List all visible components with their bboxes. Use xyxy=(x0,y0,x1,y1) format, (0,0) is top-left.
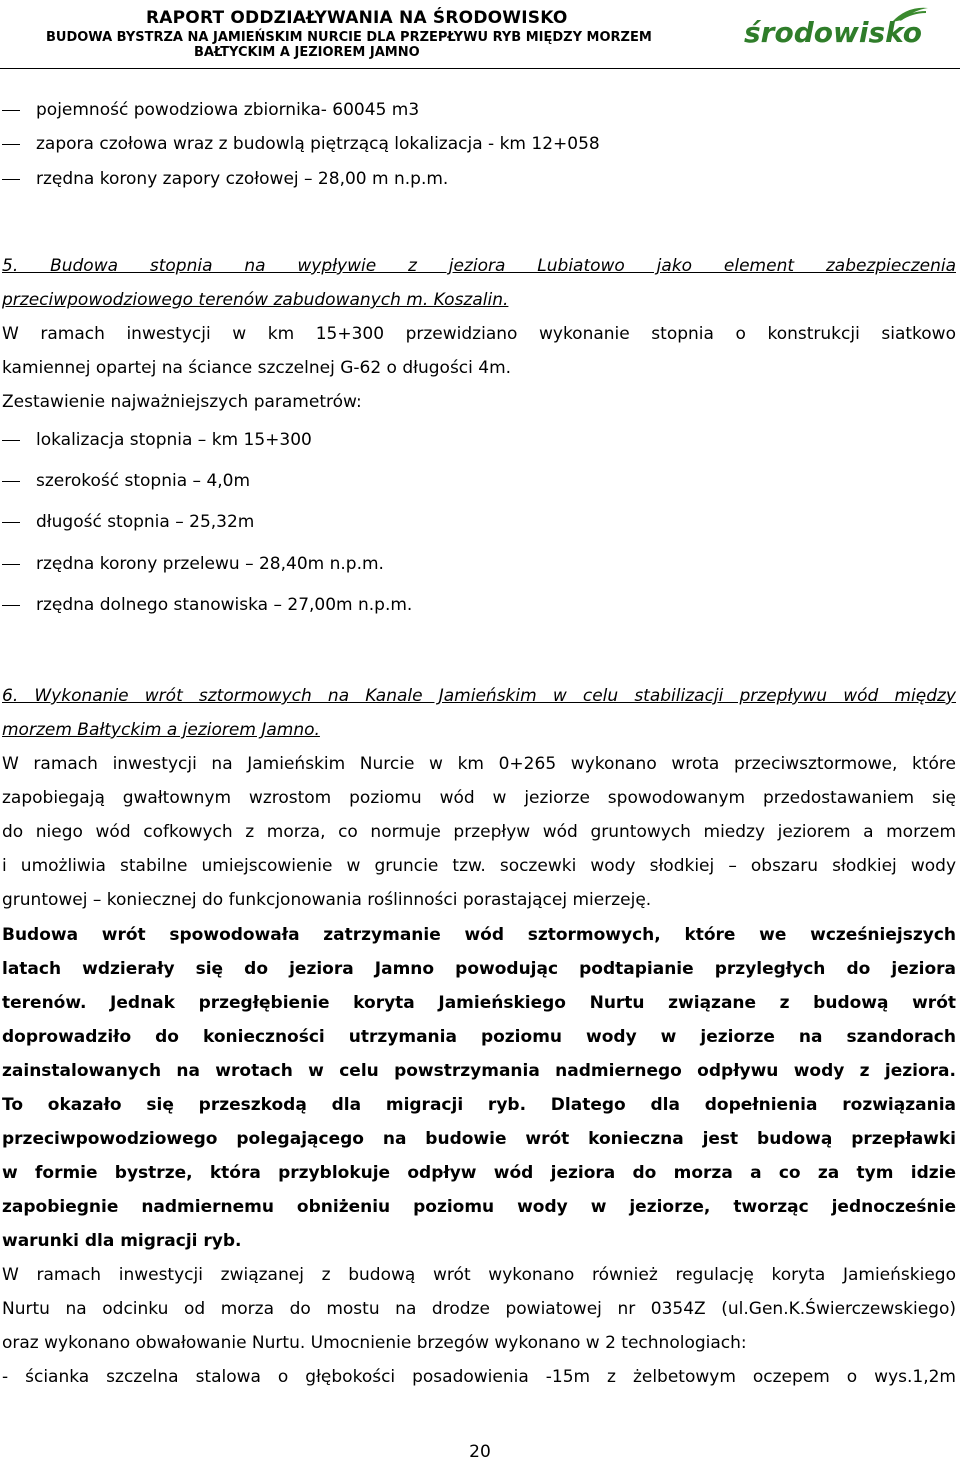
dash-bullet xyxy=(2,522,20,523)
bold-para-line: warunki dla migracji ryb. xyxy=(2,1231,242,1251)
params-intro: Zestawienie najważniejszych parametrów: xyxy=(2,392,362,412)
dash-bullet xyxy=(2,481,20,482)
section6-para2-line: W ramach inwestycji związanej z budową wrót wykonano również regulację koryta Jamieńskiego xyxy=(2,1265,956,1285)
dash-bullet xyxy=(2,564,20,565)
section6-para1-line: do niego wód cofkowych z morza, co normuje przepływ wód gruntowych miedzy jeziorem a morzem xyxy=(2,822,956,842)
page-number: 20 xyxy=(469,1442,491,1462)
bold-para-line: terenów. Jednak przegłębienie koryta Jamieńskiego Nurtu związane z budową wrót xyxy=(2,993,956,1013)
bold-para-line: zainstalowanych na wrotach w celu powstrzymania nadmiernego odpływu wody z jeziora. xyxy=(2,1061,956,1081)
report-subtitle-line2: BAŁTYCKIM A JEZIOREM JAMNO xyxy=(194,45,420,60)
logo-text: środowisko xyxy=(744,16,922,48)
dash-bullet xyxy=(2,110,20,111)
section5-heading-line2: przeciwpowodziowego terenów zabudowanych m. Koszalin. xyxy=(2,290,509,310)
page-header xyxy=(0,0,960,70)
section6-para2-line: oraz wykonano obwałowanie Nurtu. Umocnienie brzegów wykonano w 2 technologiach: xyxy=(2,1333,747,1353)
bold-para-line: To okazało się przeszkodą dla migracji ryb. Dlatego dla dopełnienia rozwiązania xyxy=(2,1095,956,1115)
section6-para2-line: Nurtu na odcinku od morza do mostu na drodze powiatowej nr 0354Z (ul.Gen.K.Świerczewskiego) xyxy=(2,1299,956,1319)
report-subtitle-line1: BUDOWA BYSTRZA NA JAMIEŃSKIM NURCIE DLA PRZEPŁYWU RYB MIĘDZY MORZEM xyxy=(46,30,652,45)
dash-bullet xyxy=(2,179,20,180)
srodowisko-logo xyxy=(742,4,932,48)
section6-para1-line: i umożliwia stabilne umiejscowienie w gruncie tzw. soczewki wody słodkiej – obszaru słodkiej wody xyxy=(2,856,956,876)
section6-heading-line1: 6. Wykonanie wrót sztormowych na Kanale Jamieńskim w celu stabilizacji przepływu wód między xyxy=(2,686,956,706)
bold-para-line: zapobiegnie nadmiernemu obniżeniu poziomu wody w jeziorze, tworząc jednocześnie xyxy=(2,1197,956,1217)
section5-paragraph-line1: W ramach inwestycji w km 15+300 przewidziano wykonanie stopnia o konstrukcji siatkowo xyxy=(2,324,956,344)
header-divider xyxy=(0,68,960,69)
section6-para2-line: - ścianka szczelna stalowa o głębokości posadowienia -15m z żelbetowym oczepem o wys.1,2m xyxy=(2,1367,956,1387)
section6-heading-line2: morzem Bałtyckim a jeziorem Jamno. xyxy=(2,720,320,740)
dash-bullet xyxy=(2,605,20,606)
bold-para-line: w formie bystrze, która przyblokuje odpływ wód jeziora do morza a co za tym idzie xyxy=(2,1163,956,1183)
section6-para1-line: W ramach inwestycji na Jamieńskim Nurcie w km 0+265 wykonano wrota przeciwsztormowe, które xyxy=(2,754,956,774)
bold-para-line: doprowadziło do konieczności utrzymania poziomu wody w jeziorze na szandorach xyxy=(2,1027,956,1047)
bold-para-line: latach wdzierały się do jeziora Jamno powodując podtapianie przyległych do jeziora xyxy=(2,959,956,979)
section5-heading-line1: 5. Budowa stopnia na wypływie z jeziora Lubiatowo jako element zabezpieczenia xyxy=(2,256,956,276)
dash-bullet xyxy=(2,440,20,441)
report-title: RAPORT ODDZIAŁYWANIA NA ŚRODOWISKO xyxy=(146,8,568,28)
bold-para-line: Budowa wrót spowodowała zatrzymanie wód sztormowych, które we wcześniejszych xyxy=(2,925,956,945)
bold-para-line: przeciwpowodziowego polegającego na budowie wrót konieczna jest budową przepławki xyxy=(2,1129,956,1149)
section6-para1-line: gruntowej – koniecznej do funkcjonowania roślinności porastającej mierzeję. xyxy=(2,890,652,910)
dash-bullet xyxy=(2,144,20,145)
section5-paragraph-line2: kamiennej opartej na ściance szczelnej G-62 o długości 4m. xyxy=(2,358,512,378)
section6-para1-line: zapobiegają gwałtownym wzrostom poziomu wód w jeziorze spowodowanym przedostawaniem się xyxy=(2,788,956,808)
